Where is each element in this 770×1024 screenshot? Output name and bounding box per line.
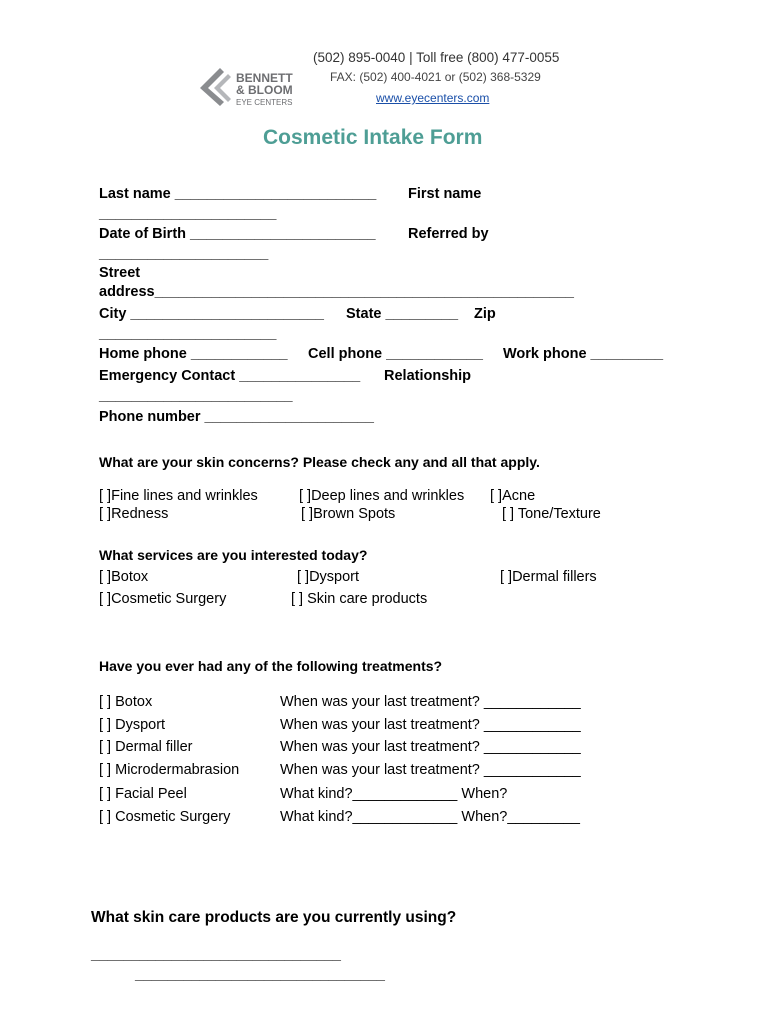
website-link[interactable]: www.eyecenters.com	[376, 91, 490, 105]
treatment-question[interactable]: What kind?_____________ When?	[280, 786, 508, 802]
first-name-label: First name	[408, 186, 482, 202]
checkbox-acne[interactable]: [ ]Acne	[490, 488, 536, 504]
logo-line-3: EYE CENTERS	[236, 98, 293, 107]
relationship-field[interactable]: ________________________	[99, 388, 293, 404]
city-field[interactable]: City ________________________	[99, 306, 324, 322]
dob-field[interactable]: Date of Birth _______________________	[99, 226, 376, 242]
products-heading: What skin care products are you currently using?	[91, 909, 457, 926]
logo-line-2: & BLOOM	[236, 83, 293, 97]
phone-numbers: (502) 895-0040 | Toll free (800) 477-0055	[313, 50, 560, 65]
first-name-field[interactable]: ______________________	[99, 206, 277, 222]
referred-by-field[interactable]: _____________________	[99, 246, 269, 262]
treatment-question[interactable]: When was your last treatment? ____________	[280, 739, 581, 755]
treatment-checkbox[interactable]: [ ] Facial Peel	[99, 786, 187, 802]
treatment-checkbox[interactable]: [ ] Cosmetic Surgery	[99, 809, 231, 825]
logo-line-1: BENNETT	[236, 71, 293, 85]
checkbox-botox[interactable]: [ ]Botox	[99, 569, 149, 585]
checkbox-tone-texture[interactable]: [ ] Tone/Texture	[502, 506, 601, 522]
checkbox-dermal-fillers[interactable]: [ ]Dermal fillers	[500, 569, 597, 585]
products-line-1[interactable]: _______________________________	[91, 947, 341, 963]
company-logo	[198, 64, 298, 112]
treatments-heading: Have you ever had any of the following treatments?	[99, 658, 443, 674]
address-field[interactable]: address____________________________________________________	[99, 284, 574, 300]
referred-by-label: Referred by	[408, 226, 489, 242]
cell-phone-field[interactable]: Cell phone ____________	[308, 346, 483, 362]
products-line-2[interactable]: _______________________________	[135, 967, 385, 983]
treatment-checkbox[interactable]: [ ] Dysport	[99, 717, 166, 733]
phone-number-field[interactable]: Phone number _____________________	[99, 409, 374, 425]
street-label: Street	[99, 265, 141, 281]
fax-numbers: FAX: (502) 400-4021 or (502) 368-5329	[330, 70, 541, 84]
treatment-question[interactable]: What kind?_____________ When?_________	[280, 809, 580, 825]
work-phone-field[interactable]: Work phone _________	[503, 346, 664, 362]
checkbox-redness[interactable]: [ ]Redness	[99, 506, 169, 522]
logo-chevron-icon	[198, 66, 238, 106]
treatment-question[interactable]: When was your last treatment? ____________	[280, 694, 581, 710]
home-phone-field[interactable]: Home phone ____________	[99, 346, 288, 362]
checkbox-deep-lines[interactable]: [ ]Deep lines and wrinkles	[299, 488, 465, 504]
treatment-question[interactable]: When was your last treatment? ____________	[280, 717, 581, 733]
treatment-checkbox[interactable]: [ ] Dermal filler	[99, 739, 193, 755]
services-heading: What services are you interested today?	[99, 547, 368, 563]
skin-concerns-heading: What are your skin concerns? Please check any and all that apply.	[99, 454, 540, 470]
zip-field[interactable]: ______________________	[99, 326, 277, 342]
checkbox-dysport[interactable]: [ ]Dysport	[297, 569, 360, 585]
treatment-question[interactable]: When was your last treatment? ____________	[280, 762, 581, 778]
checkbox-skin-care-products[interactable]: [ ] Skin care products	[291, 591, 428, 607]
treatment-checkbox[interactable]: [ ] Microdermabrasion	[99, 762, 240, 778]
emergency-contact-field[interactable]: Emergency Contact _______________	[99, 368, 361, 384]
checkbox-fine-lines[interactable]: [ ]Fine lines and wrinkles	[99, 488, 258, 504]
checkbox-brown-spots[interactable]: [ ]Brown Spots	[301, 506, 396, 522]
state-field[interactable]: State _________	[346, 306, 459, 322]
last-name-field[interactable]: Last name _________________________	[99, 186, 377, 202]
treatment-checkbox[interactable]: [ ] Botox	[99, 694, 153, 710]
checkbox-cosmetic-surgery[interactable]: [ ]Cosmetic Surgery	[99, 591, 227, 607]
relationship-label: Relationship	[384, 368, 472, 384]
form-title: Cosmetic Intake Form	[263, 126, 483, 149]
zip-label: Zip	[474, 306, 496, 322]
